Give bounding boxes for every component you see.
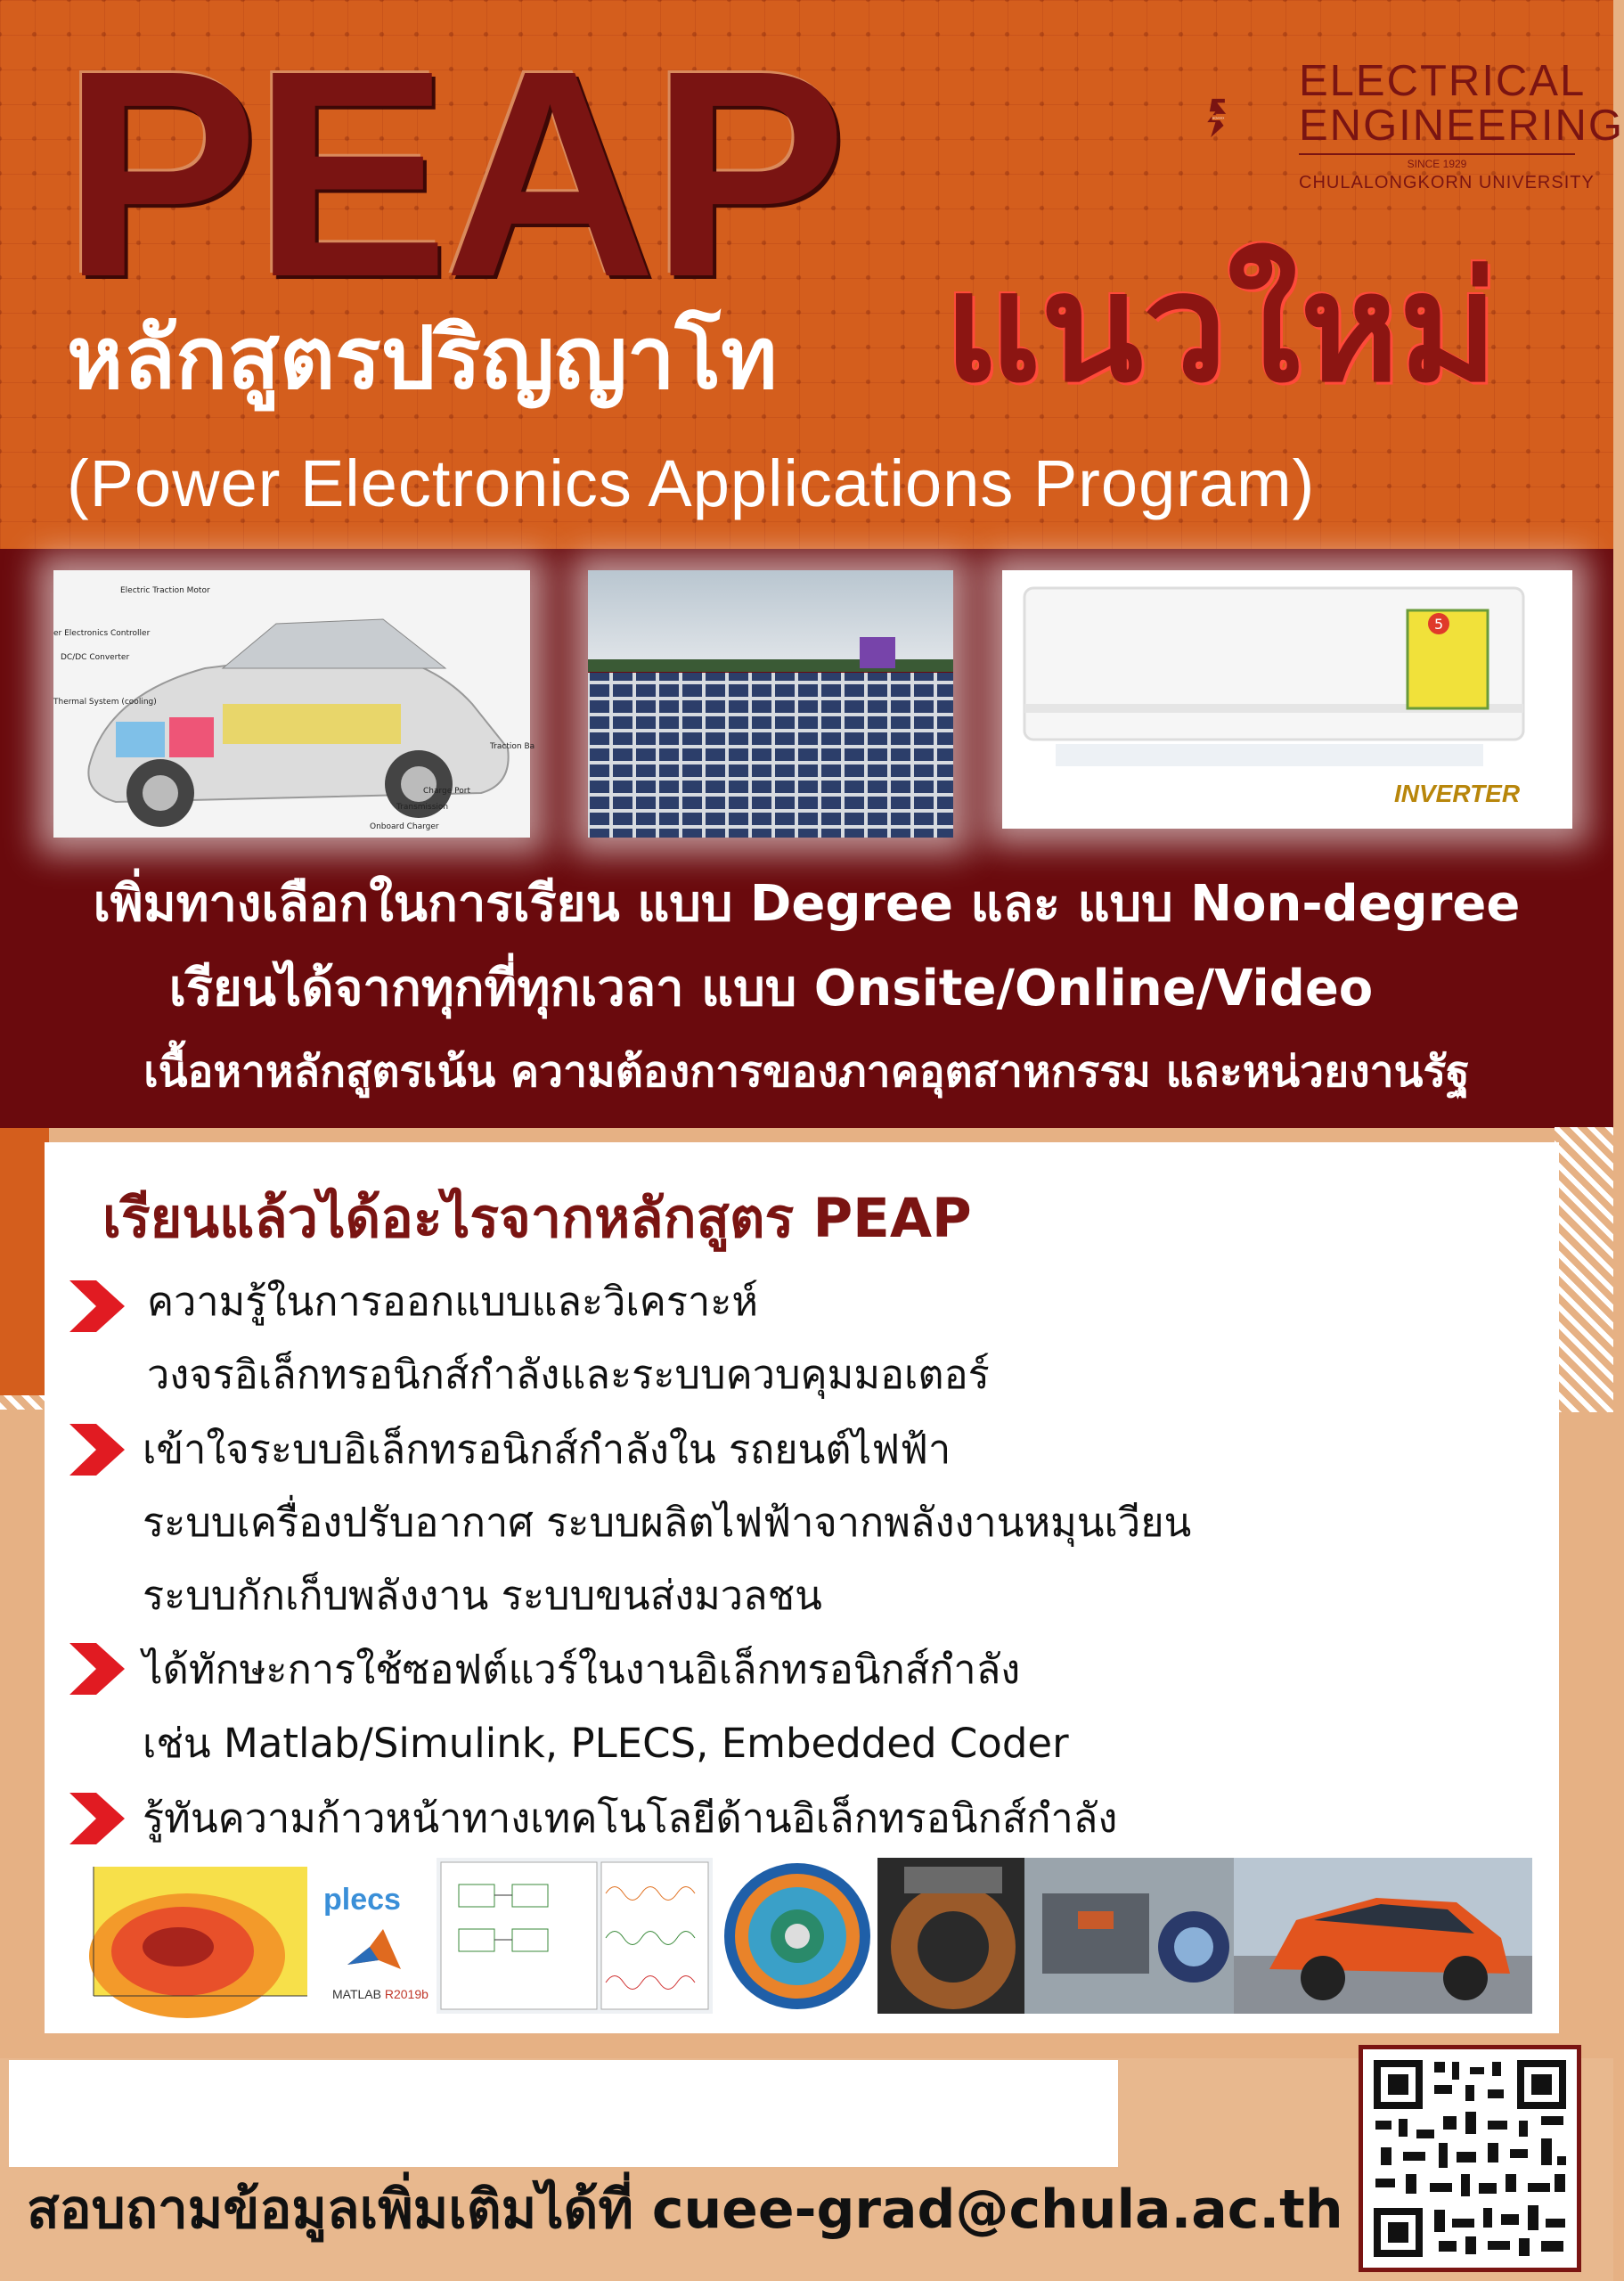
hatch-decoration-right — [1555, 1127, 1613, 1412]
logo-emblem-text: MCMXXIX — [1212, 116, 1225, 120]
ev-car-photo — [53, 570, 535, 838]
car-label-controller: er Electronics Controller — [53, 629, 151, 638]
benefit-line-5: ระบบกักเก็บพลังงาน ระบบขนส่งมวลชน — [143, 1572, 822, 1619]
benefit-line-8: รู้ทันความก้าวหน้าทางเทคโนโลยีด้านอิเล็กทรอนิกส์กำลัง — [143, 1795, 1118, 1842]
logo-university: CHULALONGKORN UNIVERSITY — [1299, 173, 1595, 192]
feature-line-3: เนื้อหาหลักสูตรเน้น ความต้องการของภาคอุตสาหกรรม และหน่วยงานรัฐ — [143, 1047, 1470, 1097]
qr-code[interactable] — [1359, 2045, 1581, 2272]
benefits-title: เรียนแล้วได้อะไรจากหลักสูตร PEAP — [102, 1187, 972, 1250]
air-conditioner-photo — [1002, 570, 1572, 829]
benefit-line-6: ได้ทักษะการใช้ซอฟต์แวร์ในงานอิเล็กทรอนิกส์กำลัง — [143, 1646, 1021, 1693]
subtitle-thai: หลักสูตรปริญญาโท — [67, 308, 778, 408]
car-label-thermal: Thermal System (cooling) — [53, 698, 157, 707]
chevron-right-icon — [69, 1643, 130, 1695]
benefit-line-4: ระบบเครื่องปรับอากาศ ระบบผลิตไฟฟ้าจากพลังงานหมุนเวียน — [143, 1499, 1192, 1546]
chevron-right-icon — [69, 1424, 130, 1476]
car-label-charge-port: Charge Port — [423, 787, 470, 796]
logo-line2: ENGINEERING — [1299, 102, 1624, 150]
benefit-line-2: วงจรอิเล็กทรอนิกส์กำลังและระบบควบคุมมอเตอร์ — [147, 1351, 990, 1398]
chevron-right-icon — [69, 1793, 130, 1844]
page-title: PEAP — [62, 9, 842, 338]
solar-farm-photo — [588, 570, 953, 838]
car-label-battery: Traction Ba — [490, 742, 535, 751]
car-label-transmission: Transmission — [396, 803, 449, 812]
contact-box — [9, 2060, 1118, 2167]
benefit-line-7: เช่น Matlab/Simulink, PLECS, Embedded Coder — [143, 1720, 1069, 1767]
plecs-logo: plecs — [323, 1883, 401, 1917]
simulink-screenshot — [437, 1858, 713, 2014]
matlab-label: MATLAB R2019b — [332, 1987, 428, 2001]
qr-code-icon — [1363, 2049, 1577, 2268]
car-label-dcdc: DC/DC Converter — [61, 653, 130, 662]
ee-chula-logo — [1203, 40, 1301, 196]
nissan-kicks-photo — [1234, 1858, 1532, 2014]
logo-since: SINCE 1929 — [1299, 153, 1575, 170]
feature-line-1: เพิ่มทางเลือกในการเรียน แบบ Degree และ แบบ Non-degree — [93, 875, 1521, 933]
inverter-label: INVERTER — [1394, 780, 1521, 807]
subtitle-new: แนวใหม่ — [944, 241, 1498, 415]
orange-block — [0, 1128, 49, 1395]
logo-line1: ELECTRICAL — [1299, 57, 1587, 105]
stator-winding-photo — [877, 1858, 1024, 2014]
ev-powertrain-photo — [1024, 1858, 1234, 2014]
program-name: (Power Electronics Applications Program) — [67, 446, 1316, 520]
motor-cross-section-image — [717, 1858, 877, 2014]
logo-text — [1299, 59, 1624, 193]
contact-text[interactable]: สอบถามข้อมูลเพิ่มเติมได้ที่ cuee-grad@chula.ac.th — [27, 2179, 1343, 2241]
svg-text:5: 5 — [1434, 616, 1444, 633]
benefit-line-3: เข้าใจระบบอิเล็กทรอนิกส์กำลังใน รถยนต์ไฟฟ้า — [143, 1426, 951, 1473]
plecs-matlab-logos — [316, 1858, 432, 2014]
car-label-motor: Electric Traction Motor — [120, 586, 210, 595]
benefit-line-1: ความรู้ในการออกแบบและวิเคราะห์ — [147, 1278, 759, 1325]
chevron-right-icon — [69, 1280, 130, 1332]
efficiency-map-image — [80, 1858, 316, 2014]
matlab-icon — [343, 1925, 405, 1978]
feature-line-2: เรียนได้จากทุกที่ทุกเวลา แบบ Onsite/Online/Video — [168, 960, 1374, 1018]
car-label-onboard: Onboard Charger — [370, 822, 439, 831]
benefits-title-box — [45, 1142, 1171, 1263]
